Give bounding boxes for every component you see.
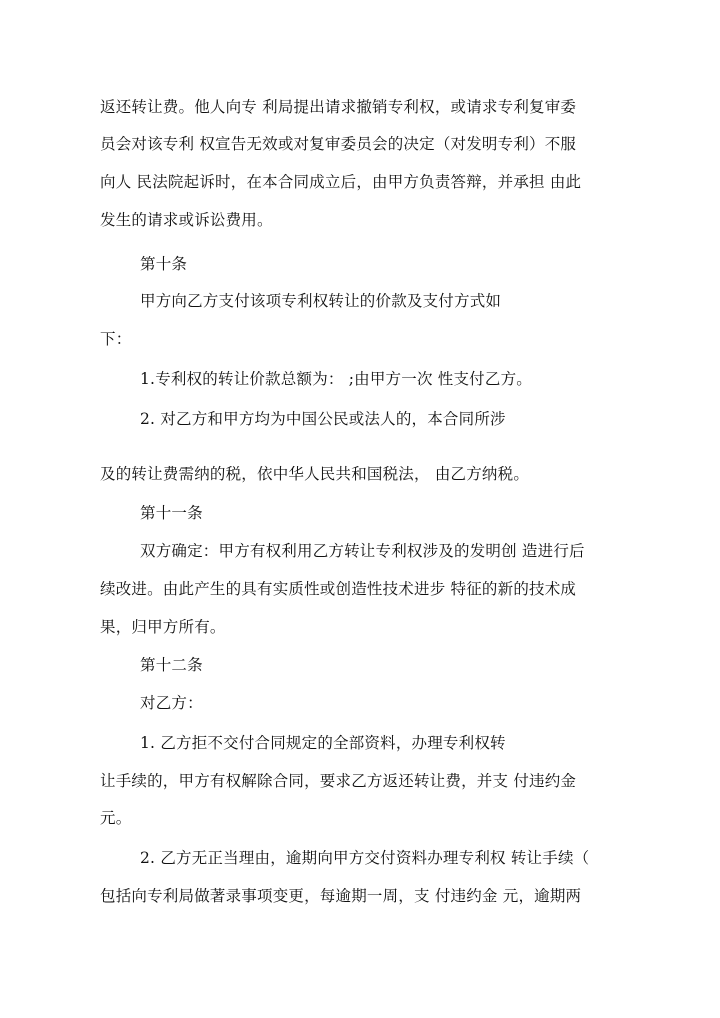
paragraph-line-11: 对乙方：: [140, 694, 203, 712]
paragraph-line-3: 向人 民法院起诉时，在本合同成立后，由甲方负责答辩，并承担 由此: [100, 173, 582, 191]
clause-10-1: 1.专利权的转让价款总额为： ;由甲方一次 性支付乙方。: [140, 370, 532, 388]
paragraph-line-14: 包括向专利局做著录事项变更，每逾期一周，支 付违约金 元，逾期两: [100, 887, 582, 905]
paragraph-line-2: 员会对该专利 权宣告无效或对复审委员会的决定（对发明专利）不服: [100, 135, 577, 153]
paragraph-line-1: 返还转让费。他人向专 利局提出请求撤销专利权，或请求专利复审委: [100, 98, 577, 116]
paragraph-line-13: 元。: [100, 809, 132, 827]
article-12-heading: 第十二条: [140, 656, 203, 674]
paragraph-line-12: 让手续的，甲方有权解除合同，要求乙方返还转让费，并支 付违约金: [100, 772, 577, 790]
paragraph-line-5: 甲方向乙方支付该项专利权转让的价款及支付方式如: [140, 292, 502, 310]
clause-10-2: 2. 对乙方和甲方均为中国公民或法人的，本合同所涉: [140, 410, 506, 428]
clause-12-2: 2. 乙方无正当理由，逾期向甲方交付资料办理专利权 转让手续（: [140, 849, 590, 867]
article-10-heading: 第十条: [140, 255, 188, 273]
paragraph-line-10: 果，归甲方所有。: [100, 618, 226, 636]
article-11-heading: 第十一条: [140, 504, 203, 522]
paragraph-line-6: 下：: [100, 330, 132, 348]
paragraph-line-4: 发生的请求或诉讼费用。: [100, 211, 273, 229]
paragraph-line-9: 续改进。由此产生的具有实质性或创造性技术进步 特征的新的技术成: [100, 580, 577, 598]
clause-12-1: 1. 乙方拒不交付合同规定的全部资料，办理专利权转: [140, 734, 506, 752]
paragraph-line-7: 及的转让费需纳的税，依中华人民共和国税法， 由乙方纳税。: [100, 465, 530, 483]
paragraph-line-8: 双方确定：甲方有权利用乙方转让专利权涉及的发明创 造进行后: [140, 542, 585, 560]
